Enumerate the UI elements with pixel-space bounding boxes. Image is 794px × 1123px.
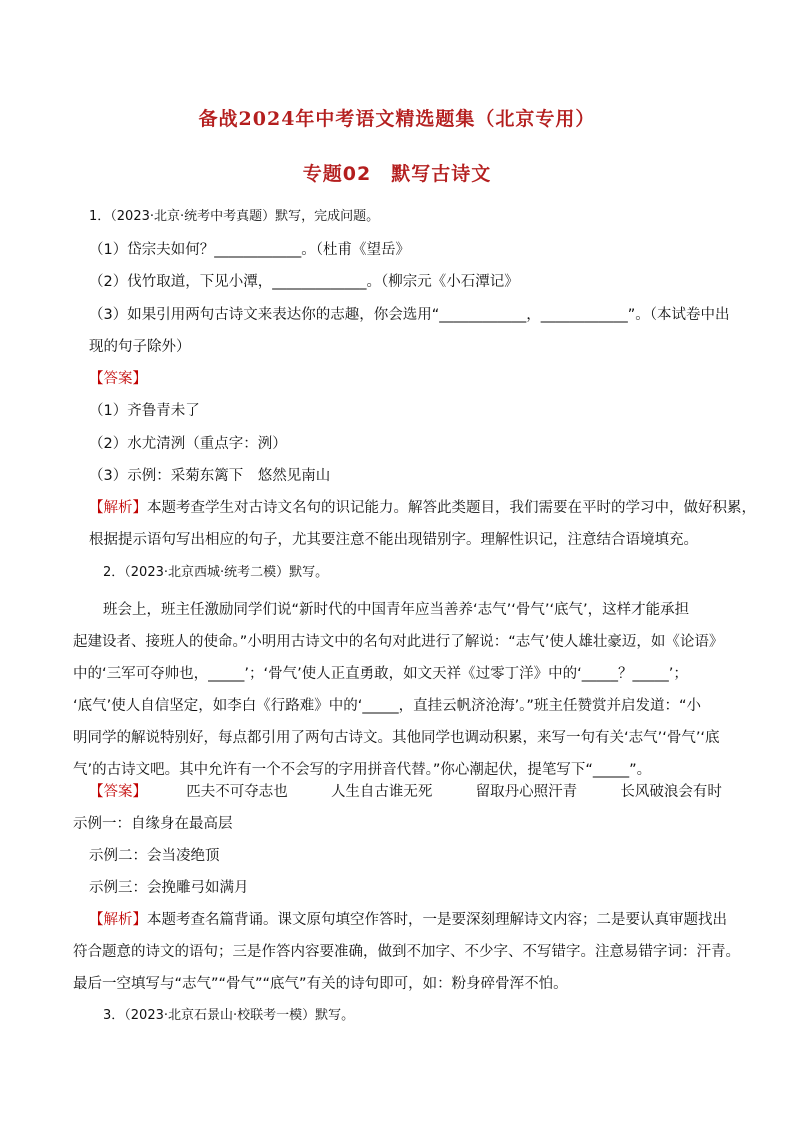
q1-answer-1: （1）齐鲁青未了 [89,403,200,419]
q1-answer-2: （2）水尤清洌（重点字：洌） [89,436,287,452]
q1-item-2: （2）伐竹取道，下见小潭，_____________。（柳宗元《小石潭记》 [89,274,519,290]
q2-para-line-1: 班会上，班主任激励同学们说“新时代的中国青年应当善养‘志气’‘骨气’‘底气’，这样才能承担 [103,602,690,618]
q1-analysis-tag: 【解析】 [89,500,147,516]
q2-example-1: 示例一：自缘身在最高层 [73,816,233,832]
q2-para-line-4: ‘底气’使人自信坚定，如李白《行路难》中的‘_____，直挂云帆济沧海’。”班主任赞赏并启发道：“小 [73,698,701,714]
q2-answer-2: 人生自古谁无死 [330,784,433,800]
q2-analysis-text-a: 本题考查名篇背诵。课文原句填空作答时，一是要深刻理解诗文内容；二是要认真审题找出 [147,912,727,928]
q1-answer-3: （3）示例：采菊东篱下 悠然见南山 [89,468,331,484]
q2-analysis-cont-2: 最后一空填写与“志气”“骨气”“底气”有关的诗句即可，如：粉身碎骨浑不怕。 [73,976,568,992]
q2-answer-1: 匹夫不可夺志也 [186,784,288,800]
q2-para-line-2: 起建设者、接班人的使命。”小明用古诗文中的名句对此进行了解说：“志气’使人雄壮豪迈，如《论语》 [73,634,724,650]
q3-stem: 3．（2023·北京石景山·校联考一模）默写。 [103,1008,355,1023]
q2-answer-tag: 【答案】 [89,784,147,800]
q2-example-2: 示例二：会当凌绝顶 [89,848,220,864]
q2-para-line-6: 气’的古诗文吧。其中允许有一个不会写的字用拼音代替。”你心潮起伏，提笔写下“_____”。 [73,762,652,778]
q2-para-line-3: 中的‘三军可夺帅也，_____’；‘骨气’使人正直勇敢，如文天祥《过零丁洋》中的‘_____？_____’； [73,666,688,682]
q1-item-3: （3）如果引用两句古诗文来表达你的志趣，你会选用“____________，____________”。（本试卷中出 [89,307,730,323]
q1-analysis-cont: 根据提示语句写出相应的句子，尤其要注意不能出现错别字。理解性识记，注意结合语境填充。 [89,532,698,548]
document-title: 备战2024年中考语文精选题集（北京专用） [198,108,596,130]
q1-analysis [89,498,756,518]
q2-answer-row [89,782,722,802]
q1-item-1: （1）岱宗夫如何？____________。（杜甫《望岳》 [89,242,410,258]
q1-answer-tag: 【答案】 [89,371,147,387]
q1-analysis-text-a: 本题考查学生对古诗文名句的识记能力。解答此类题目，我们需要在平时的学习中，做好积累， [147,500,756,516]
topic-title: 专题02 默写古诗文 [302,163,492,185]
q1-item-3-cont: 现的句子除外） [89,339,191,355]
q2-example-3: 示例三：会挽雕弓如满月 [89,880,249,896]
q2-stem: 2．（2023·北京西城·统考二模）默写。 [103,565,329,580]
q2-analysis [89,910,727,930]
q1-stem: 1．（2023·北京·统考中考真题）默写，完成问题。 [89,209,380,224]
q2-analysis-tag: 【解析】 [89,912,147,928]
q2-para-line-5: 明同学的解说特别好，每点都引用了两句古诗文。其他同学也调动积累，来写一句有关‘志气’‘骨气’‘底 [73,730,720,746]
q2-analysis-cont-1: 符合题意的诗文的语句；三是作答内容要准确，做到不加字、不少字、不写错字。注意易错字词：汗青。 [73,944,740,960]
q2-answer-4: 长风破浪会有时 [620,784,722,800]
q2-answer-3: 留取丹心照汗青 [475,784,578,800]
